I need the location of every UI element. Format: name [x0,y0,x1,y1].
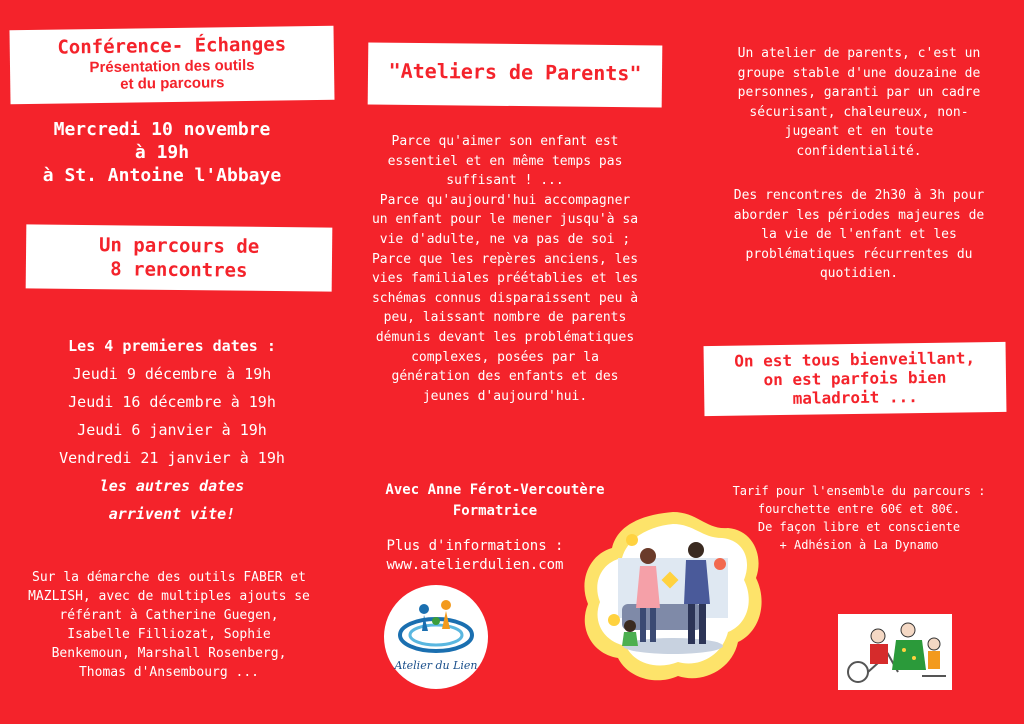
date-item: Jeudi 16 décembre à 19h [68,393,276,411]
demarche-line: Thomas d'Ansembourg ... [78,665,259,680]
rencontres-line: Des rencontres de 2h30 à 3h pour [733,188,985,203]
parce-line: génération des enfants et des [391,369,619,385]
dynamo-graphic [838,614,952,690]
event-date-line-3: à St. Antoine l'Abbaye [42,165,282,186]
atelier-desc-line: Un atelier de parents, c'est un [737,46,981,61]
logo-text: Atelier du Lien [394,659,478,672]
rencontres-text [700,186,1018,284]
demarche-line: Isabelle Filliozat, Sophie [67,627,271,642]
atelier-desc-line: jugeant et en toute [784,124,934,140]
rencontres-line: la vie de l'enfant et les [761,227,957,243]
event-date-line-2: à 19h [134,142,190,163]
parce-line: peu, laissant nombre de parents [383,310,627,326]
parce-line: un enfant pour le mener jusqu'à sa [371,212,639,228]
parcours-line-1: Un parcours de [98,234,260,258]
conference-title: Conférence- Échanges [57,33,287,59]
dates-more-1: les autres dates [99,477,245,495]
parce-line: Parce qu'aujourd'hui accompagner [379,192,631,208]
dates-block [10,332,334,528]
dates-more-2: arrivent vite! [108,505,236,523]
website-link[interactable]: www.atelierdulien.com [386,557,564,573]
parce-line: Parce que les repères anciens, les [371,251,639,267]
tarif-line: De façon libre et consciente [757,520,961,534]
tarif-text [700,482,1018,554]
parce-line: schémas connus disparaissent peu à [371,290,639,306]
tarif-line: fourchette entre 60€ et 80€. [757,502,961,516]
atelier-desc-line: personnes, garanti par un cadre [737,85,981,101]
parce-line: suffisant ! ... [446,173,564,189]
demarche-line: Benkemoun, Marshall Rosenberg, [51,646,287,661]
demarche-text [14,568,324,682]
atelier-desc-line: groupe stable d'une douzaine de [737,65,981,81]
trainer-name: Avec Anne Férot-Vercoutère [385,482,605,498]
parce-line: vie d'adulte, ne va pas de soi ; [379,231,631,247]
demarche-line: MAZLISH, avec de multiples ajouts se [28,589,310,604]
parcours-line-2: 8 rencontres [110,258,248,282]
date-item: Jeudi 9 décembre à 19h [72,365,272,383]
event-date-block [10,118,314,187]
parce-line: Parce qu'aimer son enfant est [391,134,619,149]
bienveillant-card [704,342,1007,416]
bienveillant-line-3: maladroit ... [792,387,918,408]
parce-line: démunis devant les problématiques [375,329,635,345]
parce-que-text [340,132,670,406]
conference-subtitle-1: Présentation des outils [89,56,255,77]
info-label: Plus d'informations : [386,538,564,554]
atelier-du-lien-logo [384,585,488,689]
parcours-card [26,224,333,291]
parce-line: complexes, posées par la [411,349,599,365]
demarche-line: référant à Catherine Guegen, [59,608,279,623]
bienveillant-line-1: On est tous bienveillant, [734,348,976,371]
tarif-line: Tarif pour l'ensemble du parcours : [732,484,986,498]
rencontres-line: aborder les périodes majeures de [733,207,985,223]
logo-graphic [384,585,488,689]
trainer-role: Formatrice [452,503,538,519]
info-block [345,537,605,575]
la-dynamo-logo [838,614,952,690]
ateliers-title-card [368,42,663,107]
tarif-line: + Adhésion à La Dynamo [779,538,939,552]
date-item: Jeudi 6 janvier à 19h [77,421,267,439]
rencontres-line: quotidien. [819,266,899,282]
dates-heading: Les 4 premieres dates : [68,337,276,355]
atelier-desc-line: confidentialité. [796,143,922,159]
atelier-desc-line: sécurisant, chaleureux, non- [749,104,969,120]
parce-line: essentiel et en même temps pas [387,153,623,169]
conference-subtitle-2: et du parcours [120,74,225,93]
date-item: Vendredi 21 janvier à 19h [59,449,285,467]
event-date-line-1: Mercredi 10 novembre [53,119,271,140]
parce-line: vies familiales préétablies et les [371,271,639,287]
parce-line: jeunes d'aujourd'hui. [422,388,588,404]
demarche-line: Sur la démarche des outils FABER et [32,570,306,585]
conference-card [9,26,334,105]
atelier-description [700,44,1018,162]
bienveillant-line-2: on est parfois bien [763,367,947,390]
ateliers-title: "Ateliers de Parents" [388,58,642,86]
rencontres-line: problématiques récurrentes du [745,246,973,262]
